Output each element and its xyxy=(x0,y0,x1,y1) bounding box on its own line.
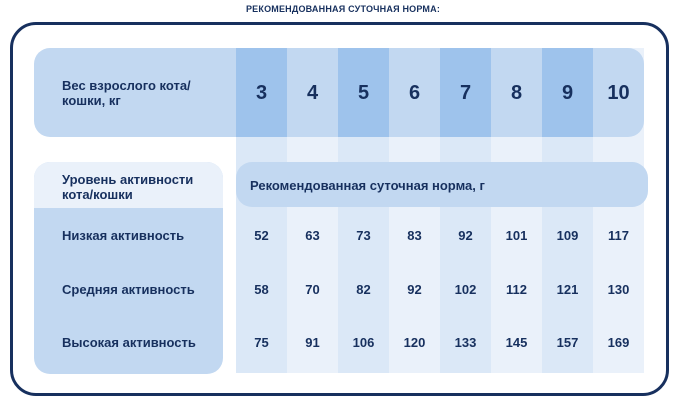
table-cell: 145 xyxy=(505,335,528,350)
table-cell: 75 xyxy=(254,335,269,350)
table-cell: 106 xyxy=(352,335,375,350)
table-cell: 112 xyxy=(506,282,527,297)
weight-value: 3 xyxy=(255,82,268,104)
weight-value: 7 xyxy=(459,82,472,104)
activity-header-label: Уровень активности кота/кошки xyxy=(62,172,194,202)
table-cell: 121 xyxy=(556,282,579,297)
table-cell: 117 xyxy=(608,228,629,243)
table-cell: 133 xyxy=(454,335,477,350)
weight-value: 4 xyxy=(306,82,319,104)
page-title: РЕКОМЕНДОВАННАЯ СУТОЧНАЯ НОРМА: xyxy=(245,4,441,14)
table-cell: 120 xyxy=(403,335,426,350)
row-label-medium: Средняя активность xyxy=(62,282,195,297)
table-cell: 102 xyxy=(454,282,477,297)
table-cell: 63 xyxy=(305,228,320,243)
row-label-high: Высокая активность xyxy=(62,335,196,350)
table-cell: 92 xyxy=(458,228,473,243)
table-cell: 70 xyxy=(305,282,320,297)
table-cell: 92 xyxy=(407,282,422,297)
table-cell: 73 xyxy=(356,228,371,243)
weight-value: 6 xyxy=(408,82,421,104)
table-cell: 109 xyxy=(556,228,579,243)
table-cell: 101 xyxy=(505,228,528,243)
table-cell: 58 xyxy=(254,282,269,297)
weight-value: 9 xyxy=(561,82,574,104)
table-cell: 83 xyxy=(407,228,422,243)
weight-header-label: Вес взрослого кота/кошки, кг xyxy=(62,78,191,108)
weight-value: 8 xyxy=(510,82,523,104)
weight-value: 5 xyxy=(357,82,370,104)
norm-header-label: Рекомендованная суточная норма, г xyxy=(250,178,485,193)
table-cell: 52 xyxy=(254,228,269,243)
weight-value: 10 xyxy=(607,82,630,104)
table-cell: 157 xyxy=(556,335,579,350)
table-cell: 91 xyxy=(305,335,320,350)
table-cell: 82 xyxy=(356,282,371,297)
table-cell: 169 xyxy=(607,335,630,350)
row-label-low: Низкая активность xyxy=(62,228,185,243)
table-cell: 130 xyxy=(607,282,630,297)
